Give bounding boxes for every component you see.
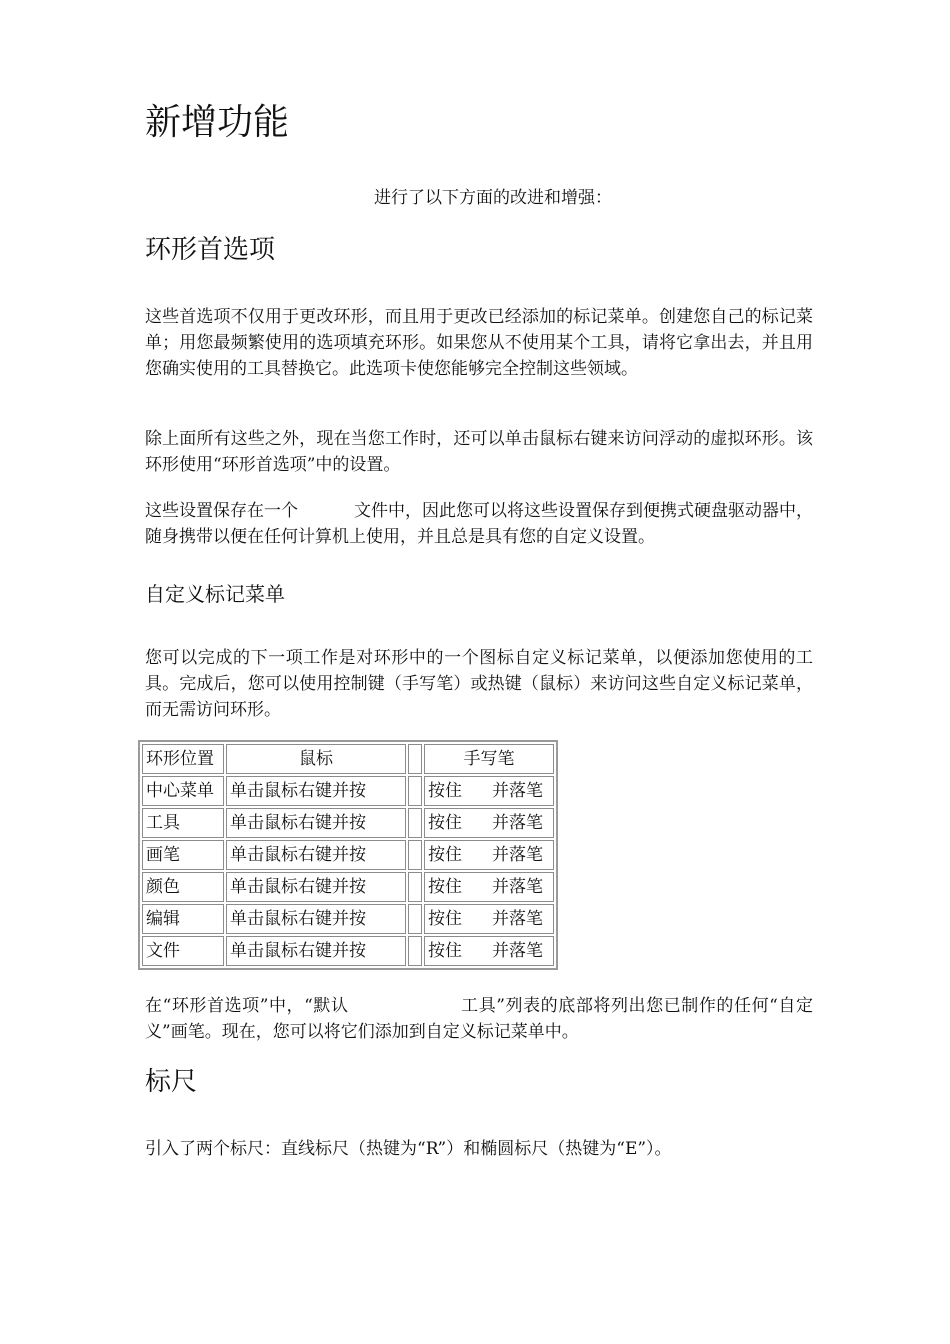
ruler-paragraph-1: 引入了两个标尺：直线标尺（热键为“R”）和椭圆标尺（热键为“E”）。	[145, 1139, 672, 1159]
pen-text-a: 按住	[428, 781, 462, 801]
custom-paragraph-2-part-a: 在“环形首选项”中，“默认	[145, 996, 349, 1016]
table-cell-mouse: 单击鼠标右键并按	[226, 776, 406, 806]
marking-menu-table	[138, 740, 558, 970]
ring-paragraph-3-part-a: 这些设置保存在一个	[145, 501, 298, 521]
table-cell-position: 编辑	[142, 904, 224, 934]
table-cell-spacer	[408, 840, 422, 870]
pen-text-a: 按住	[428, 813, 462, 833]
pen-text-b: 并落笔	[492, 845, 543, 865]
table-cell-mouse: 单击鼠标右键并按	[226, 904, 406, 934]
table-cell-spacer	[408, 936, 422, 966]
table-cell-mouse: 单击鼠标右键并按	[226, 840, 406, 870]
pen-text-b: 并落笔	[492, 813, 543, 833]
section-heading-custom-marking-menu: 自定义标记菜单	[145, 582, 285, 606]
custom-paragraph-2-part-b: 工具”列表的底部将列出您已制作的任何“自定义”画笔。现在，您可以将它们添加到自定义标记菜单中。	[145, 996, 813, 1042]
table-header-cell: 环形位置	[142, 744, 224, 774]
table-cell-spacer	[408, 872, 422, 902]
intro-text: 进行了以下方面的改进和增强：	[374, 188, 612, 208]
pen-text-b: 并落笔	[492, 941, 543, 961]
pen-text-a: 按住	[428, 845, 462, 865]
table-row	[142, 872, 554, 902]
table-cell-pen	[424, 808, 554, 838]
pen-text-b: 并落笔	[492, 877, 543, 897]
section-heading-ring-preferences: 环形首选项	[145, 235, 276, 265]
table-cell-mouse: 单击鼠标右键并按	[226, 936, 406, 966]
table-cell-pen	[424, 904, 554, 934]
table-header-row	[142, 744, 554, 774]
table-cell-position: 工具	[142, 808, 224, 838]
page-title: 新增功能	[145, 102, 290, 143]
ring-paragraph-3-part-b: 文件中，因此您可以将这些设置保存到便携式硬盘驱动器中，随身携带以便在任何计算机上使用，并且总是具有您的自定义设置。	[145, 501, 813, 547]
custom-paragraph-1: 您可以完成的下一项工作是对环形中的一个图标自定义标记菜单，以便添加您使用的工具。完成后，您可以使用控制键（手写笔）或热键（鼠标）来访问这些自定义标记菜单，而无需访问环形。	[145, 648, 813, 720]
pen-text-a: 按住	[428, 909, 462, 929]
table-cell-position: 文件	[142, 936, 224, 966]
table-cell-spacer	[408, 808, 422, 838]
ring-paragraph-2: 除上面所有这些之外，现在当您工作时，还可以单击鼠标右键来访问浮动的虚拟环形。该环形使用“环形首选项”中的设置。	[145, 429, 813, 475]
table-cell-spacer	[408, 776, 422, 806]
pen-text-a: 按住	[428, 877, 462, 897]
table-header-cell: 鼠标	[226, 744, 406, 774]
table-cell-spacer	[408, 904, 422, 934]
custom-paragraph-2	[145, 993, 813, 1045]
pen-text-a: 按住	[428, 941, 462, 961]
table-cell-pen	[424, 776, 554, 806]
table-cell-pen	[424, 936, 554, 966]
table-row	[142, 904, 554, 934]
table-row	[142, 840, 554, 870]
table-cell-position: 颜色	[142, 872, 224, 902]
table-cell-position: 中心菜单	[142, 776, 224, 806]
table-cell-position: 画笔	[142, 840, 224, 870]
pen-text-b: 并落笔	[492, 909, 543, 929]
table-cell-pen	[424, 872, 554, 902]
ring-paragraph-3	[145, 498, 813, 550]
table-cell-mouse: 单击鼠标右键并按	[226, 872, 406, 902]
table-row	[142, 776, 554, 806]
pen-text-b: 并落笔	[492, 781, 543, 801]
table-header-cell	[408, 744, 422, 774]
table-row	[142, 936, 554, 966]
section-heading-rulers: 标尺	[145, 1067, 198, 1097]
table-cell-pen	[424, 840, 554, 870]
table-header-cell: 手写笔	[424, 744, 554, 774]
table-row	[142, 808, 554, 838]
ring-paragraph-1: 这些首选项不仅用于更改环形，而且用于更改已经添加的标记菜单。创建您自己的标记菜单；用您最频繁使用的选项填充环形。如果您从不使用某个工具，请将它拿出去，并且用您确实使用的工具替换它。此选项卡使您能够完全控制这些领域。	[145, 307, 813, 379]
table-cell-mouse: 单击鼠标右键并按	[226, 808, 406, 838]
